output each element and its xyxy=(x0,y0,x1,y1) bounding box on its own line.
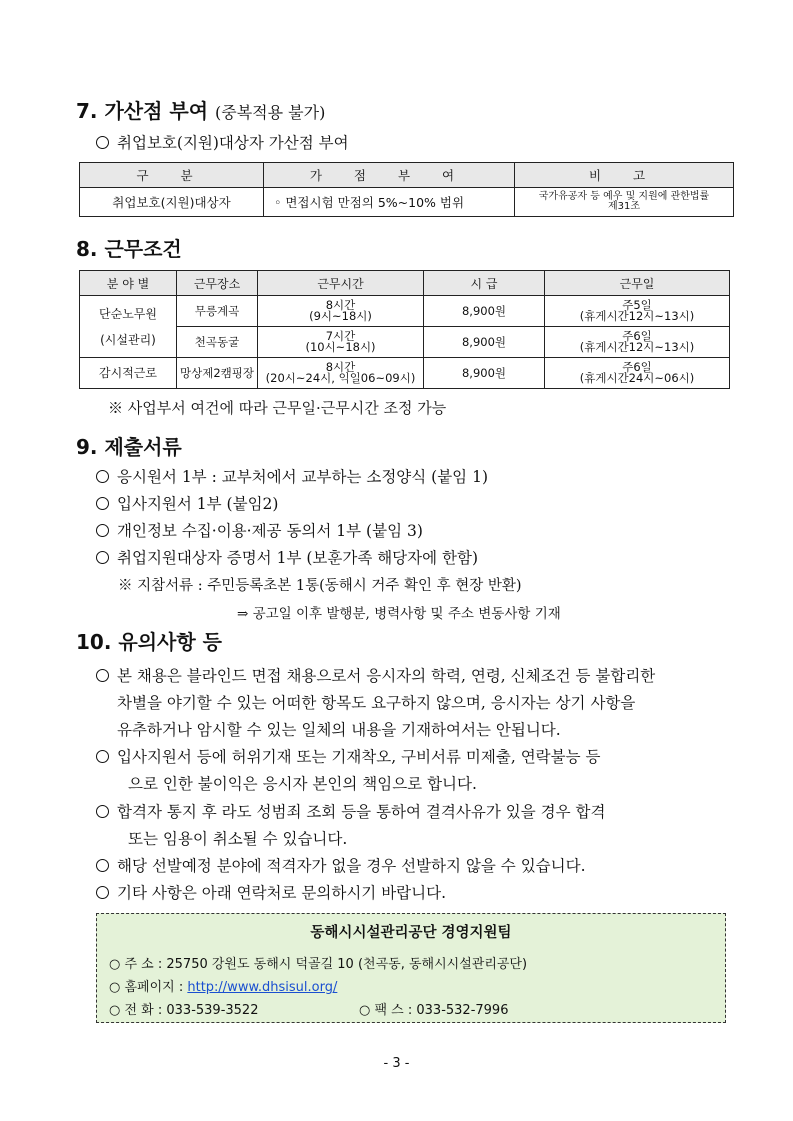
hours-range: (9시~18시) xyxy=(309,309,372,323)
table-cell xyxy=(545,296,730,327)
field-name: 단순노무원 xyxy=(99,306,157,321)
contact-address xyxy=(109,953,527,972)
paragraph-line: 유추하거나 암시할 수 있는 일체의 내용을 기재하여서는 안됩니다. xyxy=(117,721,561,739)
hours: 7시간 xyxy=(325,329,356,343)
table-cell: 8,900원 xyxy=(424,358,545,389)
homepage-link[interactable]: http://www.dhsisul.org/ xyxy=(187,980,338,995)
paragraph-text: 입사지원서 등에 허위기재 또는 기재착오, 구비서류 미제출, 연락불능 등 xyxy=(117,748,601,766)
table-header: 비 고 xyxy=(515,163,734,188)
table-cell xyxy=(258,358,424,389)
section-9-note-documents: ※ 지참서류 : 주민등록초본 1통(동해시 거주 확인 후 현장 반환) xyxy=(118,578,522,594)
paragraph-line: 또는 임용이 취소될 수 있습니다. xyxy=(128,830,348,848)
table-cell xyxy=(258,327,424,358)
list-item-text: 개인정보 수집·이용·제공 동의서 1부 (붙임 3) xyxy=(117,522,423,540)
table-cell: 천곡동굴 xyxy=(177,327,258,358)
hours-range: (10시~18시) xyxy=(305,340,376,354)
list-item-text: 응시원서 1부 : 교부처에서 교부하는 소정양식 (붙임 1) xyxy=(117,468,488,486)
phone-value: 033-539-3522 xyxy=(166,1003,259,1018)
circle-bullet-icon xyxy=(96,551,109,564)
section-7-heading xyxy=(76,95,325,124)
list-item xyxy=(96,519,423,541)
address-value: 25750 강원도 동해시 덕골길 10 (천곡동, 동해시시설관리공단) xyxy=(166,957,528,972)
table-cell: 무릉계곡 xyxy=(177,296,258,327)
list-item-text: 취업지원대상자 증명서 1부 (보훈가족 해당자에 한함) xyxy=(117,549,479,567)
table-header: 가 점 부 여 xyxy=(264,163,515,188)
table-row xyxy=(80,327,730,358)
table-cell xyxy=(258,296,424,327)
fax-label: ○ 팩 스 : xyxy=(359,1003,417,1018)
paragraph-line xyxy=(96,664,655,686)
table-header: 분 야 별 xyxy=(80,271,177,296)
table-cell: 취업보호(지원)대상자 xyxy=(80,188,264,217)
table-header: 근무일 xyxy=(545,271,730,296)
section-9-heading: 9. 제출서류 xyxy=(76,435,182,459)
table-cell: 망상제2캠핑장 xyxy=(177,358,258,389)
contact-phone xyxy=(109,999,258,1018)
circle-bullet-icon xyxy=(96,470,109,483)
section-10-heading: 10. 유의사항 등 xyxy=(76,630,222,654)
fax-value: 033-532-7996 xyxy=(416,1003,509,1018)
break-time: (휴게시간12시~13시) xyxy=(579,309,695,323)
paragraph-line xyxy=(96,800,605,822)
table-header: 근무장소 xyxy=(177,271,258,296)
table-cell: 국가유공자 등 예우 및 지원에 관한법률 제31조 xyxy=(515,188,734,217)
circle-bullet-icon xyxy=(96,886,109,899)
circle-bullet-icon xyxy=(96,669,109,682)
table-cell xyxy=(80,296,177,358)
section-7-title-note: (중복적용 불가) xyxy=(215,103,326,122)
list-item xyxy=(96,546,478,568)
table-header: 구 분 xyxy=(80,163,264,188)
table-row xyxy=(80,296,730,327)
homepage-label: ○ 홈페이지 : xyxy=(109,980,188,995)
paragraph-line: 차별을 야기할 수 있는 어떠한 항목도 요구하지 않으며, 응시자는 상기 사항을 xyxy=(117,694,636,712)
days: 주5일 xyxy=(622,298,652,312)
paragraph-text: 기타 사항은 아래 연락처로 문의하시기 바랍니다. xyxy=(117,884,447,902)
address-label: ○ 주 소 : xyxy=(109,957,167,972)
section-9-note-issue: ⇒ 공고일 이후 발행분, 병력사항 및 주소 변동사항 기재 xyxy=(237,606,561,622)
days: 주6일 xyxy=(622,329,652,343)
contact-fax xyxy=(359,999,508,1018)
list-item-text: 입사지원서 1부 (붙임2) xyxy=(117,495,279,513)
break-time: (휴게시간24시~06시) xyxy=(579,371,695,385)
work-conditions-table xyxy=(79,270,730,389)
paragraph-text: 본 채용은 블라인드 면접 채용으로서 응시자의 학력, 연령, 신체조건 등 불합리한 xyxy=(117,667,656,685)
table-cell xyxy=(545,327,730,358)
section-8-note: ※ 사업부서 여건에 따라 근무일·근무시간 조정 가능 xyxy=(108,399,447,417)
list-item xyxy=(96,492,278,514)
contact-box xyxy=(96,913,726,1023)
break-time: (휴게시간12시~13시) xyxy=(579,340,695,354)
table-row xyxy=(80,358,730,389)
contact-title: 동해시시설관리공단 경영지원팀 xyxy=(310,925,512,941)
table-cell: 8,900원 xyxy=(424,327,545,358)
paragraph-line xyxy=(96,745,601,767)
table-header: 근무시간 xyxy=(258,271,424,296)
hours-range: (20시~24시, 익일06~09시) xyxy=(265,371,416,385)
list-item xyxy=(96,465,488,487)
table-cell: 감시적근로 xyxy=(80,358,177,389)
page-number: - 3 - xyxy=(383,1056,410,1071)
field-name-sub: (시설관리) xyxy=(100,332,156,347)
paragraph-line: 으로 인한 불이익은 응시자 본인의 책임으로 합니다. xyxy=(128,775,477,793)
phone-label: ○ 전 화 : xyxy=(109,1003,167,1018)
section-7-bullet-text: 취업보호(지원)대상자 가산점 부여 xyxy=(117,134,349,152)
paragraph-line xyxy=(96,854,586,876)
hours: 8시간 xyxy=(325,360,356,374)
table-cell xyxy=(545,358,730,389)
circle-bullet-icon xyxy=(96,805,109,818)
bonus-points-table xyxy=(79,162,734,217)
table-cell: 8,900원 xyxy=(424,296,545,327)
days: 주6일 xyxy=(622,360,652,374)
circle-bullet-icon xyxy=(96,136,109,149)
hours: 8시간 xyxy=(325,298,356,312)
contact-homepage xyxy=(109,976,337,995)
section-7-title: 7. 가산점 부여 xyxy=(76,99,209,123)
circle-bullet-icon xyxy=(96,497,109,510)
circle-bullet-icon xyxy=(96,524,109,537)
circle-bullet-icon xyxy=(96,750,109,763)
paragraph-text: 합격자 통지 후 라도 성범죄 조회 등을 통하여 결격사유가 있을 경우 합격 xyxy=(117,803,606,821)
circle-bullet-icon xyxy=(96,859,109,872)
table-header: 시 급 xyxy=(424,271,545,296)
paragraph-text: 해당 선발예정 분야에 적격자가 없을 경우 선발하지 않을 수 있습니다. xyxy=(117,857,586,875)
paragraph-line xyxy=(96,881,446,903)
table-cell: ◦ 면접시험 만점의 5%~10% 범위 xyxy=(264,188,515,217)
section-7-bullet xyxy=(96,131,349,153)
section-8-heading: 8. 근무조건 xyxy=(76,237,182,261)
